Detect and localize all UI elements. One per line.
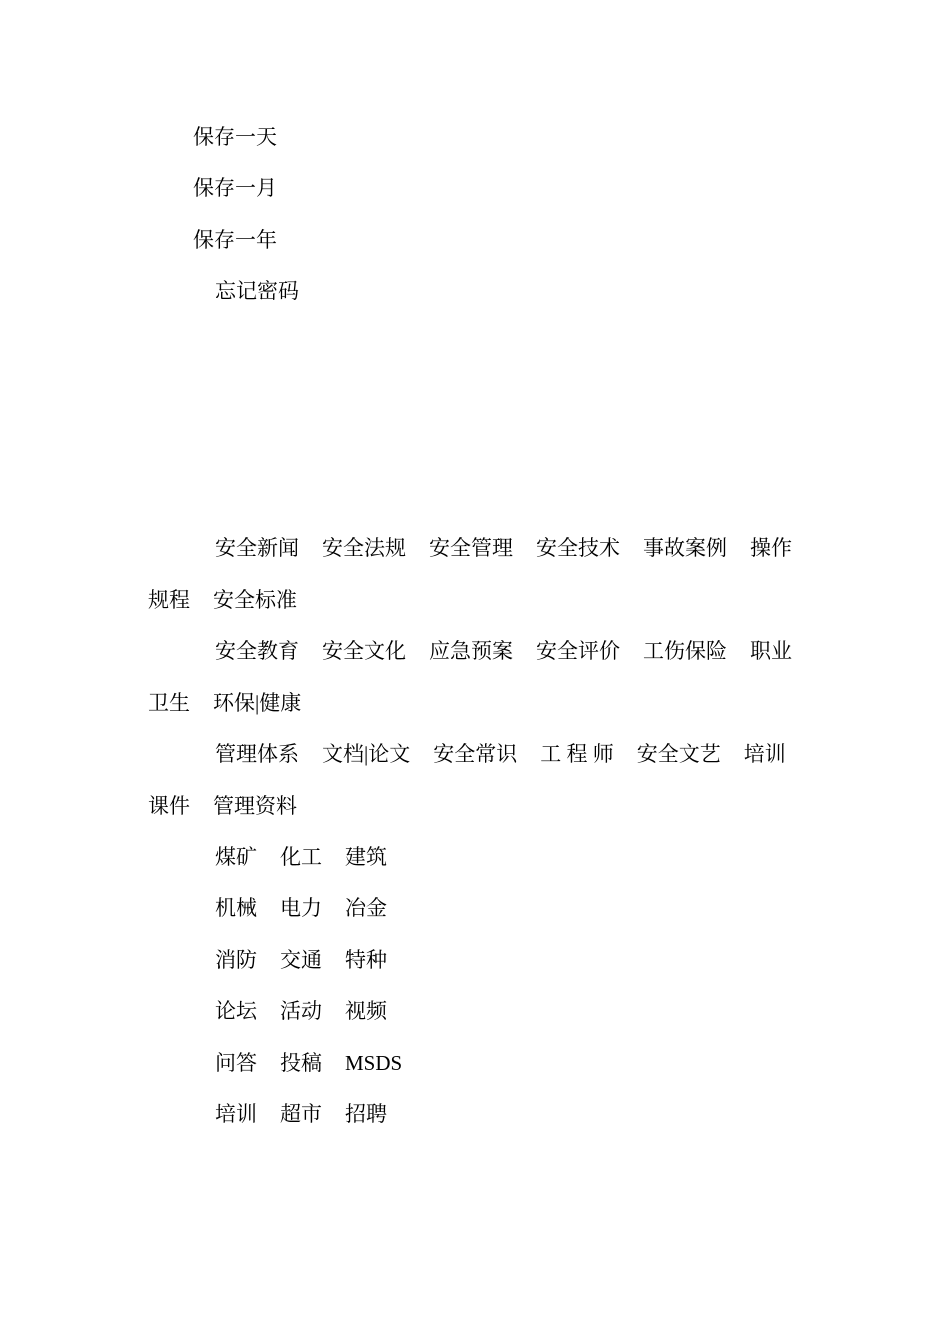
category-link[interactable]: 建筑 bbox=[345, 845, 387, 869]
nav-link[interactable]: 工伤保险 bbox=[643, 639, 727, 663]
nav-link[interactable]: 环保|健康 bbox=[213, 691, 302, 715]
category-row-2 bbox=[215, 894, 387, 922]
category-link[interactable]: 招聘 bbox=[345, 1102, 387, 1126]
nav-link[interactable]: 应急预案 bbox=[429, 639, 513, 663]
nav-link[interactable]: 安全新闻 bbox=[215, 536, 299, 560]
category-link[interactable]: 冶金 bbox=[345, 896, 387, 920]
category-link[interactable]: 论坛 bbox=[215, 999, 257, 1023]
nav-link[interactable]: 安全评价 bbox=[536, 639, 620, 663]
nav-link[interactable]: 安全常识 bbox=[433, 742, 518, 766]
category-link[interactable]: 电力 bbox=[280, 896, 322, 920]
nav-link[interactable]: 安全技术 bbox=[536, 536, 620, 560]
category-row-5 bbox=[215, 1049, 402, 1077]
nav-row-1 bbox=[148, 522, 798, 626]
category-link[interactable]: 特种 bbox=[345, 948, 387, 972]
nav-link[interactable]: 培训课件 bbox=[148, 742, 786, 818]
nav-link[interactable]: 事故案例 bbox=[643, 536, 727, 560]
nav-link[interactable]: 安全文艺 bbox=[636, 742, 721, 766]
category-link[interactable]: 机械 bbox=[215, 896, 257, 920]
remember-year-option[interactable] bbox=[193, 226, 277, 254]
nav-row-2 bbox=[148, 625, 798, 729]
category-row-4 bbox=[215, 997, 387, 1025]
category-row-3 bbox=[215, 946, 387, 974]
nav-link[interactable]: 管理资料 bbox=[213, 794, 297, 818]
category-link[interactable]: 投稿 bbox=[280, 1051, 322, 1075]
remember-day-option[interactable] bbox=[193, 123, 277, 151]
nav-link[interactable]: 工 程 师 bbox=[540, 742, 614, 766]
nav-link[interactable]: 文档|论文 bbox=[322, 742, 411, 766]
nav-row-3 bbox=[148, 728, 798, 832]
remember-day-link[interactable]: 保存一天 bbox=[193, 125, 277, 149]
category-link[interactable]: 煤矿 bbox=[215, 845, 257, 869]
nav-link[interactable]: 安全管理 bbox=[429, 536, 513, 560]
category-link[interactable]: 超市 bbox=[280, 1102, 322, 1126]
category-link[interactable]: 交通 bbox=[280, 948, 322, 972]
remember-month-link[interactable]: 保存一月 bbox=[193, 176, 277, 200]
nav-link[interactable]: 安全标准 bbox=[213, 588, 297, 612]
category-link[interactable]: 问答 bbox=[215, 1051, 257, 1075]
category-link[interactable]: 视频 bbox=[345, 999, 387, 1023]
nav-link[interactable]: 安全教育 bbox=[215, 639, 299, 663]
nav-link[interactable]: 管理体系 bbox=[215, 742, 299, 766]
category-link[interactable]: 培训 bbox=[215, 1102, 257, 1126]
category-row-6 bbox=[215, 1100, 387, 1128]
nav-link[interactable]: 安全文化 bbox=[322, 639, 406, 663]
remember-month-option[interactable] bbox=[193, 174, 277, 202]
forgot-password-link[interactable]: 忘记密码 bbox=[215, 279, 299, 303]
category-link[interactable]: 化工 bbox=[280, 845, 322, 869]
category-link[interactable]: 活动 bbox=[280, 999, 322, 1023]
nav-link[interactable]: 安全法规 bbox=[322, 536, 406, 560]
remember-year-link[interactable]: 保存一年 bbox=[193, 228, 277, 252]
nav-link[interactable]: 操作规程 bbox=[148, 536, 792, 612]
category-link[interactable]: MSDS bbox=[345, 1051, 403, 1075]
category-row-1 bbox=[215, 843, 387, 871]
nav-link[interactable]: 职业卫生 bbox=[148, 639, 792, 715]
category-link[interactable]: 消防 bbox=[215, 948, 257, 972]
forgot-password-item[interactable] bbox=[215, 277, 299, 305]
